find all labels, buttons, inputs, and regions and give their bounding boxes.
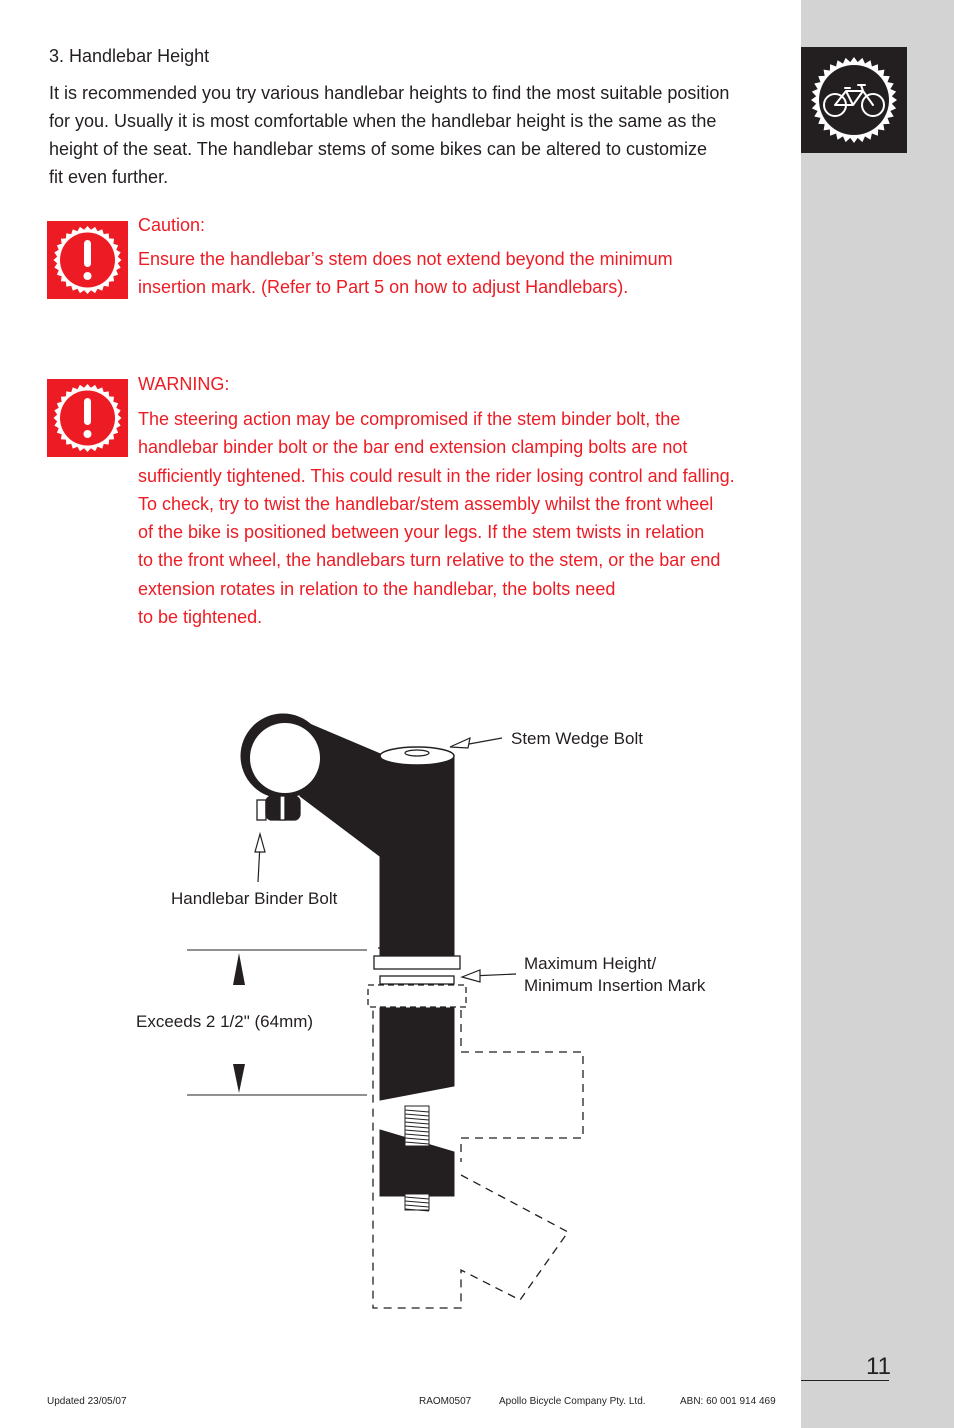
stem-wedge-bolt-label: Stem Wedge Bolt [511, 729, 643, 748]
warning-line: handlebar binder bolt or the bar end extension clamping bolts are not [138, 437, 688, 458]
warning-body [138, 405, 735, 631]
warning-title: WARNING: [138, 374, 230, 394]
warning-line: The steering action may be compromised if the stem binder bolt, the [138, 409, 681, 429]
exceeds-label: Exceeds 2 1/2" (64mm) [136, 1012, 314, 1031]
warning-line: extension rotates in relation to the handlebar, the bolts need [138, 578, 616, 599]
max-height-label-line1: Maximum Height/ [524, 954, 657, 973]
caution-body [138, 245, 673, 302]
intro-paragraph [49, 79, 769, 191]
max-height-label-line2: Minimum Insertion Mark [524, 976, 706, 995]
sidebar-strip [801, 0, 954, 1428]
footer-company: Apollo Bicycle Company Pty. Ltd. [499, 1396, 646, 1407]
warning-line: of the bike is positioned between your legs. If the stem twists in relation [138, 522, 705, 543]
handlebar-stem-diagram [0, 690, 800, 1330]
warning-exclamation-icon [47, 379, 128, 457]
arrow-up-icon [233, 953, 245, 985]
footer-code: RAOM0507 [419, 1396, 472, 1407]
footer-abn: ABN: 60 001 914 469 [680, 1396, 776, 1407]
caution-line: Ensure the handlebar’s stem does not extend beyond the minimum [138, 249, 673, 269]
arrow-down-icon [233, 1064, 245, 1093]
page-number: 11 [866, 1353, 891, 1380]
caution-line: insertion mark. (Refer to Part 5 on how to adjust Handlebars). [138, 277, 629, 298]
bicycle-gear-icon [801, 47, 907, 153]
caution-title: Caution: [138, 215, 206, 235]
handlebar-binder-bolt-label: Handlebar Binder Bolt [171, 889, 338, 908]
warning-line: sufficiently tightened. This could result in the rider losing control and falling. [138, 465, 735, 486]
page-number-rule [801, 1380, 889, 1381]
insertion-mark [368, 948, 466, 1007]
handlebar-binder-bolt [257, 796, 300, 820]
intro-line: height of the seat. The handlebar stems of some bikes can be altered to customize [49, 139, 708, 159]
caution-exclamation-icon [47, 221, 128, 299]
handlebar-clamp-hole [250, 723, 320, 793]
warning-line: to the front wheel, the handlebars turn relative to the stem, or the bar end [138, 550, 721, 571]
intro-line: fit even further. [49, 167, 169, 187]
warning-line: to be tightened. [138, 607, 263, 628]
footer-updated: Updated 23/05/07 [47, 1396, 127, 1407]
warning-line: To check, try to twist the handlebar/stem assembly whilst the front wheel [138, 493, 714, 514]
section-title: 3. Handlebar Height [49, 46, 210, 66]
intro-line: for you. Usually it is most comfortable when the handlebar height is the same as the [49, 111, 717, 131]
intro-line: It is recommended you try various handlebar heights to find the most suitable position [49, 83, 730, 103]
